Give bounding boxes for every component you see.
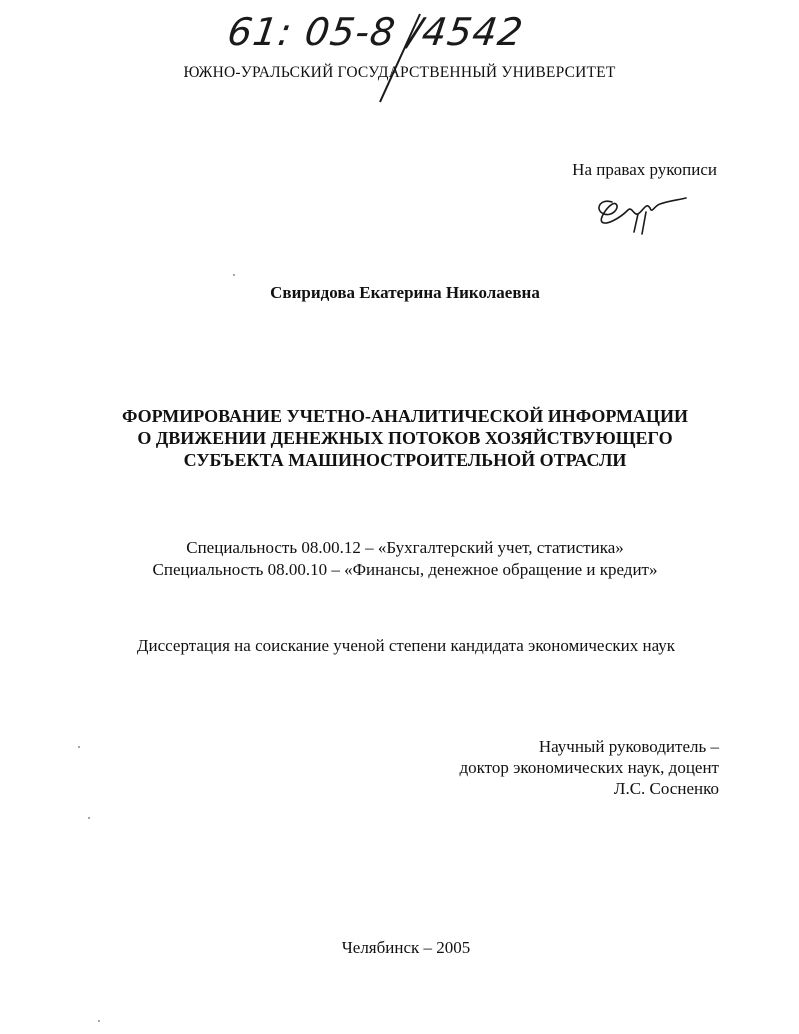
author-name: Свиридова Екатерина Николаевна <box>270 283 540 302</box>
title-line-3: СУБЪЕКТА МАШИНОСТРОИТЕЛЬНОЙ ОТРАСЛИ <box>183 450 627 470</box>
title-line-2: О ДВИЖЕНИИ ДЕНЕЖНЫХ ПОТОКОВ ХОЗЯЙСТВУЮЩЕГО <box>137 428 673 448</box>
dissertation-degree-line: Диссертация на соискание ученой степени кандидата экономических наук <box>136 636 676 655</box>
specialty-line-2: Специальность 08.00.10 – «Финансы, денежное обращение и кредит» <box>152 560 658 579</box>
supervisor-role: Научный руководитель – <box>538 737 719 756</box>
specialty-line-1: Специальность 08.00.12 – «Бухгалтерский учет, статистика» <box>186 538 624 557</box>
scan-speck <box>98 1020 100 1022</box>
scan-speck <box>88 817 90 819</box>
author-signature <box>590 188 690 238</box>
university-name: ЮЖНО-УРАЛЬСКИЙ ГОСУДАРСТВЕННЫЙ УНИВЕРСИТЕТ <box>183 64 616 81</box>
scan-speck <box>233 274 235 276</box>
supervisor-block <box>460 736 720 799</box>
supervisor-degree: доктор экономических наук, доцент <box>459 758 719 777</box>
archive-code-handwritten: 61: 05-8 /4542 <box>224 10 527 54</box>
title-line-1: ФОРМИРОВАНИЕ УЧЕТНО-АНАЛИТИЧЕСКОЙ ИНФОРМАЦИИ <box>121 406 689 426</box>
scan-speck <box>78 746 80 748</box>
specialties-block <box>0 537 799 581</box>
handwritten-slash-mark <box>372 10 432 105</box>
rights-note: На правах рукописи <box>572 160 717 179</box>
supervisor-name: Л.С. Сосненко <box>613 779 719 798</box>
dissertation-title <box>0 405 799 471</box>
city-year: Челябинск – 2005 <box>341 938 471 957</box>
